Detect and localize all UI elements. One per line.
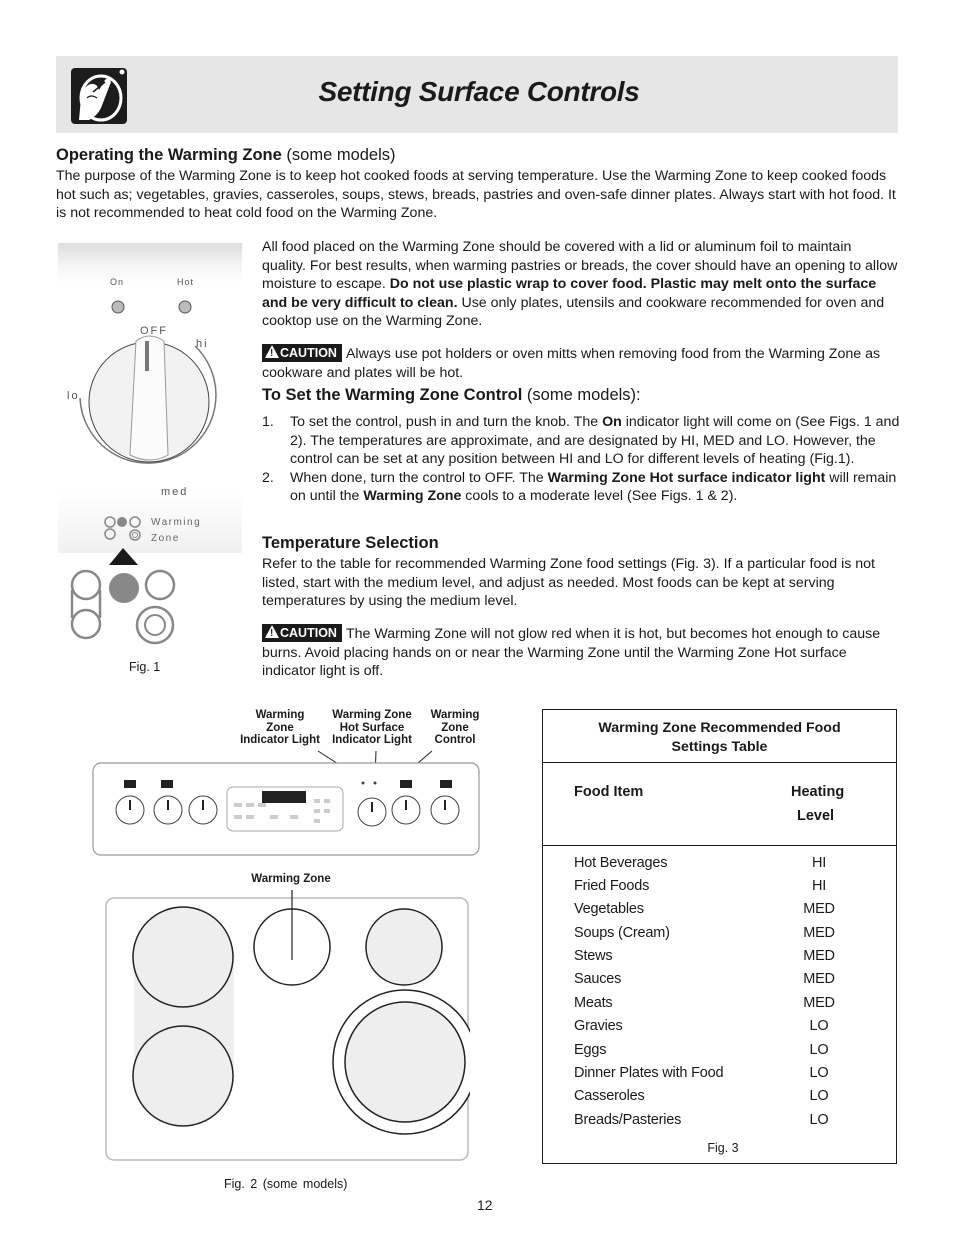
callout-hot-surface-light xyxy=(322,709,422,747)
warning-triangle-icon xyxy=(265,625,279,638)
callout-line: Zone xyxy=(441,721,469,734)
zone-label: Zone xyxy=(151,533,180,544)
step-text: indicator light will come on (See Figs. 1 and 2). The temperatures are approximate, and are designated by HI, MED and LO. However, the control can be set at any position between HI and LO for different levels of heating (Fig.1). xyxy=(290,414,900,467)
step-text: To set the control, push in and turn the knob. The xyxy=(290,414,603,430)
food-item: Casseroles xyxy=(574,1088,645,1104)
callout-line: Warming xyxy=(255,709,305,721)
hi-label: hi xyxy=(196,338,209,350)
caution-1-text: Always use pot holders or oven mitts when removing food from the Warming Zone as cookware and plates will be hot. xyxy=(262,346,881,381)
plastic-wrap-warning: Do not use plastic wrap to cover food. Plastic may melt onto the surface and be very difficult to clean. xyxy=(262,276,877,311)
heating-level: MED xyxy=(803,971,835,987)
callout-line: Zone xyxy=(266,721,294,734)
caution-badge-label: CAUTION xyxy=(280,346,337,360)
table-row xyxy=(574,971,874,991)
heating-level: LO xyxy=(809,1042,829,1058)
food-item: Soups (Cream) xyxy=(574,925,670,941)
figure-1-burner-layout xyxy=(58,548,242,648)
food-item: Breads/Pasteries xyxy=(574,1112,682,1128)
column-header-level-1: Heating xyxy=(791,784,845,800)
food-item: Gravies xyxy=(574,1018,623,1034)
heating-level: HI xyxy=(811,878,827,894)
step-text: When done, turn the control to OFF. The xyxy=(290,469,548,486)
heating-level: MED xyxy=(803,948,835,964)
caution-2-text: The Warming Zone will not glow red when it is hot, but becomes hot enough to cause burns. Avoid placing hands on or near the Warming Zone until the Warming Zone Hot surface indicator light is off. xyxy=(262,626,881,679)
heating-level: HI xyxy=(811,855,827,871)
step-2 xyxy=(262,469,902,506)
figure-3-caption: Fig. 3 xyxy=(707,1141,739,1155)
table-row xyxy=(574,995,874,1015)
set-control-heading-text: To Set the Warming Zone Control xyxy=(262,386,523,404)
table-row xyxy=(574,1065,874,1085)
table-row xyxy=(574,1018,874,1038)
step-number: 2. xyxy=(262,469,274,486)
heating-level: MED xyxy=(803,925,835,941)
step-number: 1. xyxy=(262,414,274,430)
caution-2 xyxy=(262,624,902,681)
heating-level: MED xyxy=(803,901,835,917)
warming-zone-label: Warming Zone xyxy=(251,873,331,885)
heating-level: LO xyxy=(809,1018,829,1034)
food-item: Meats xyxy=(574,995,613,1011)
lo-label: lo xyxy=(67,390,80,402)
table-row xyxy=(574,1042,874,1062)
temperature-paragraph: Refer to the table for recommended Warming Zone food settings (Fig. 3). If a particular food is not listed, start with the medium level, and adjust as needed. Most foods can be kept at serving temperatures by using the medium level. xyxy=(262,556,875,609)
page-title: Setting Surface Controls xyxy=(318,76,640,107)
hot-light-label: Hot xyxy=(177,277,195,287)
figure-2-caption: Fig. 2 (some models) xyxy=(224,1177,348,1191)
callout-line: Warming xyxy=(430,709,480,721)
on-light-label: On xyxy=(110,277,125,287)
table-row xyxy=(574,1112,874,1132)
table-header xyxy=(543,763,896,846)
caution-badge-label: CAUTION xyxy=(280,626,337,640)
set-control-steps xyxy=(262,413,902,506)
food-item: Eggs xyxy=(574,1042,607,1058)
cover-paragraph-part2: Use only plates, utensils and cookware recommended for oven and cooktop use on the Warming Zone. xyxy=(262,294,885,329)
step-bold: Warming Zone xyxy=(363,488,462,504)
step-1 xyxy=(262,413,902,469)
food-item: Stews xyxy=(574,948,613,964)
heating-level: MED xyxy=(803,995,835,1011)
set-control-heading-note: (some models): xyxy=(526,386,641,404)
callout-warming-zone-control xyxy=(420,709,490,747)
callout-indicator-light xyxy=(228,709,332,747)
callout-line: Indicator Light xyxy=(240,734,320,746)
heating-level: LO xyxy=(809,1112,829,1128)
heating-level: LO xyxy=(809,1065,829,1081)
table-row xyxy=(574,948,874,968)
figure-2-control-panel xyxy=(90,745,482,861)
warming-label: Warming xyxy=(151,517,202,528)
callout-line: Control xyxy=(434,734,476,746)
table-row xyxy=(574,855,874,875)
warning-triangle-icon xyxy=(265,345,279,358)
page-header xyxy=(56,56,898,133)
food-settings-table xyxy=(542,709,897,1164)
operating-heading-note: (some models) xyxy=(286,146,396,164)
food-item: Hot Beverages xyxy=(574,855,668,871)
operating-heading-text: Operating the Warming Zone xyxy=(56,146,282,164)
caution-badge xyxy=(262,624,342,642)
table-title xyxy=(543,710,896,763)
operating-heading xyxy=(56,146,396,165)
caution-1 xyxy=(262,344,898,382)
food-item: Dinner Plates with Food xyxy=(574,1065,724,1081)
food-item: Sauces xyxy=(574,971,622,987)
food-item: Fried Foods xyxy=(574,878,650,894)
table-row xyxy=(574,878,874,898)
cover-paragraph xyxy=(262,238,898,331)
table-title-line: Settings Table xyxy=(671,739,768,755)
column-header-food: Food Item xyxy=(574,784,644,800)
cover-paragraph-part1: All food placed on the Warming Zone should be covered with a lid or aluminum foil to maintain quality. For best results, when warming pastries or breads, the cover should have an opening to allow moisture to escape. xyxy=(262,239,898,292)
figure-2-cooktop xyxy=(104,890,470,1162)
callout-line: Indicator Light xyxy=(332,734,412,746)
table-title-line: Warming Zone Recommended Food xyxy=(598,720,841,736)
table-row xyxy=(574,925,874,945)
caution-badge xyxy=(262,344,342,362)
callout-line: Hot Surface xyxy=(339,721,405,734)
heating-level: LO xyxy=(809,1088,829,1104)
figure-1-caption: Fig. 1 xyxy=(129,660,161,674)
step-text: will remain on until the xyxy=(290,469,897,504)
callout-line: Warming Zone xyxy=(332,709,412,721)
step-bold: On xyxy=(602,414,622,430)
table-row xyxy=(574,901,874,921)
food-item: Vegetables xyxy=(574,901,644,917)
figure-1-control-panel xyxy=(58,243,242,553)
step-text: cools to a moderate level (See Figs. 1 & 2). xyxy=(461,488,738,504)
step-bold: Warming Zone Hot surface indicator light xyxy=(547,469,826,486)
temperature-heading: Temperature Selection xyxy=(262,534,439,552)
operating-paragraph: The purpose of the Warming Zone is to keep hot cooked foods at serving temperature. Use the Warming Zone to keep cooked foods hot such as; vegetables, gravies, casseroles, soups, stews, breads, pastries and oven-safe dinner plates. Always start with hot food. It is not recommended to heat cold food on the Warming Zone. xyxy=(56,168,896,221)
page-number: 12 xyxy=(477,1197,493,1213)
off-label: OFF xyxy=(140,325,168,337)
table-row xyxy=(574,1088,874,1108)
set-control-heading xyxy=(262,386,641,405)
column-header-level-2: Level xyxy=(797,808,835,824)
med-label: med xyxy=(161,486,189,498)
